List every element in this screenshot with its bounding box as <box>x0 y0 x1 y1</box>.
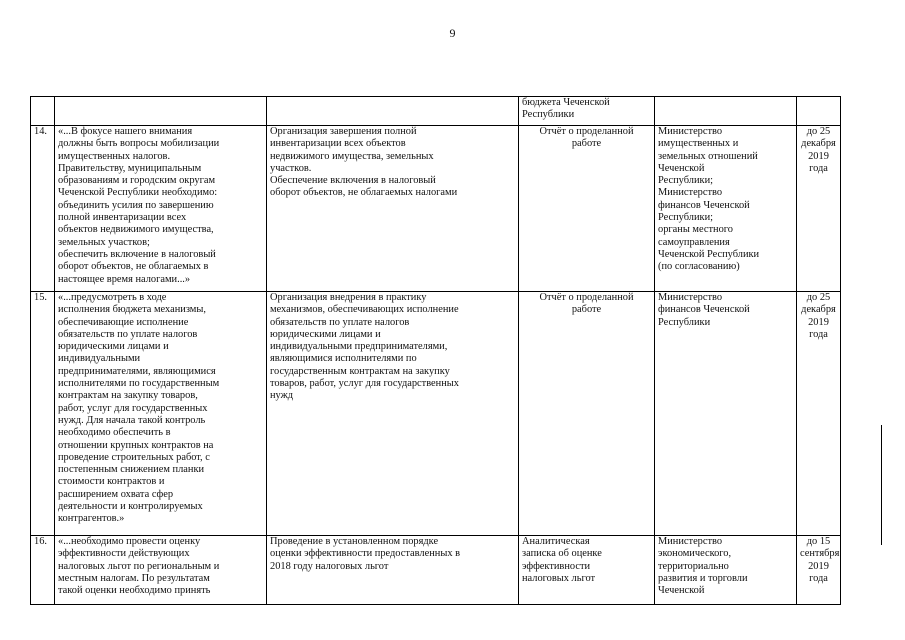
table-row <box>31 126 841 292</box>
measures-table <box>30 96 841 605</box>
table-row <box>31 97 841 126</box>
responsible-bodies <box>655 97 797 126</box>
deadline: до 25 декабря 2019 года <box>797 292 841 536</box>
table-row <box>31 292 841 536</box>
table-row <box>31 536 841 605</box>
responsible-bodies: Министерство экономического, территориально развития и торговли Чеченской <box>655 536 797 605</box>
message-quote: «...предусмотреть в ходе исполнения бюджета механизмы, обеспечивающие исполнение обязательств по уплате налогов юридическими лицами и индивидуальными предпринимателями, являющимися исполнителями по государственным контрактам на закупку товаров, работ, услуг для государственных нужд. Для начала такой контроль необходимо обеспечить в отношении крупных контрактов на проведение строительных работ, с постепенным снижением планки стоимости контрактов и расширением охвата сфер деятельности и контролируемых контрагентов.» <box>55 292 267 536</box>
report-form: Аналитическая записка об оценке эффективности налоговых льгот <box>519 536 655 605</box>
page-number: 9 <box>449 26 456 40</box>
row-number: 15. <box>31 292 55 536</box>
report-form: Отчёт о проделанной работе <box>519 126 655 292</box>
responsible-bodies: Министерство имущественных и земельных отношений Чеченской Республики; Министерство финансов Чеченской Республики; органы местного самоуправления Чеченской Республики (по согласованию) <box>655 126 797 292</box>
measure-text: Проведение в установленном порядке оценки эффективности предоставленных в 2018 году налоговых льгот <box>267 536 519 605</box>
report-form: бюджета Чеченской Республики <box>519 97 655 126</box>
measure-text <box>267 97 519 126</box>
message-quote: «...необходимо провести оценку эффективности действующих налоговых льгот по региональным и местным налогам. По результатам такой оценки необходимо принять <box>55 536 267 605</box>
report-form: Отчёт о проделанной работе <box>519 292 655 536</box>
row-number: 14. <box>31 126 55 292</box>
measure-text: Организация завершения полной инвентаризации всех объектов недвижимого имущества, земельных участков. Обеспечение включения в налоговый оборот объектов, не облагаемых налогами <box>267 126 519 292</box>
message-quote: «...В фокусе нашего внимания должны быть вопросы мобилизации имущественных налогов. Правительству, муниципальным образованиям и городским округам Чеченской Республики необходимо: объединить усилия по завершению полной инвентаризации всех объектов недвижимого имущества, земельных участков; обеспечить включение в налоговый оборот объектов, не облагаемых в настоящее время налогами...» <box>55 126 267 292</box>
responsible-bodies: Министерство финансов Чеченской Республики <box>655 292 797 536</box>
row-number: 16. <box>31 536 55 605</box>
deadline <box>797 97 841 126</box>
row-number <box>31 97 55 126</box>
measure-text: Организация внедрения в практику механизмов, обеспечивающих исполнение обязательств по уплате налогов юридическими лицами и индивидуальными предпринимателями, являющимися исполнителями по государственным контрактам на закупку товаров, работ, услуг для государственных нужд <box>267 292 519 536</box>
deadline: до 15 сентября 2019 года <box>797 536 841 605</box>
deadline: до 25 декабря 2019 года <box>797 126 841 292</box>
message-quote <box>55 97 267 126</box>
scan-margin-line <box>881 425 882 545</box>
